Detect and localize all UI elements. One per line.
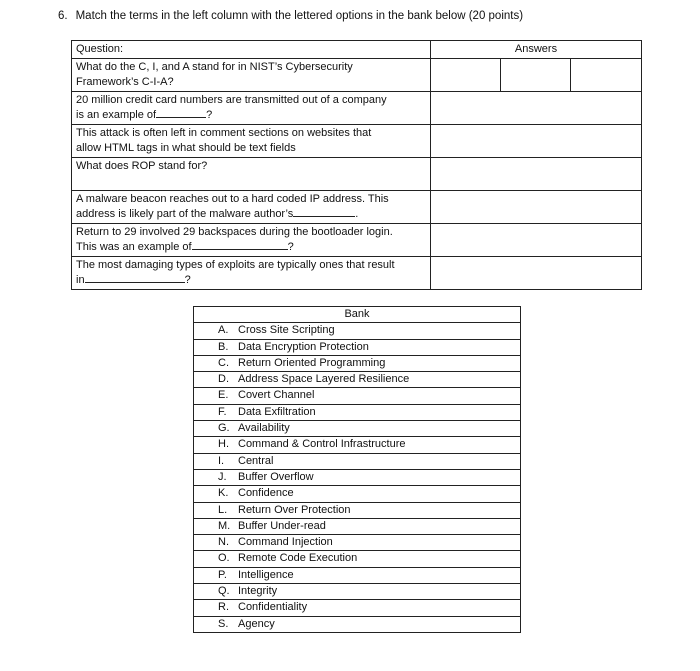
bank-item: [194, 502, 521, 518]
bank-term: Command & Control Infrastructure: [238, 438, 406, 451]
bank-item: [194, 339, 521, 355]
bank-term: Data Encryption Protection: [238, 340, 369, 353]
bank-letter: C.: [218, 356, 229, 369]
answer-cell[interactable]: [431, 125, 642, 158]
question-row: [72, 59, 642, 92]
bank-item: [194, 584, 521, 600]
question-table-header-row: [72, 41, 642, 59]
question-row: [72, 224, 642, 257]
answer-cell[interactable]: [431, 191, 642, 224]
bank-letter: A.: [218, 324, 229, 337]
bank-term: Central: [238, 454, 274, 467]
bank-item: [194, 469, 521, 485]
answer-cell[interactable]: [431, 158, 642, 191]
word-bank-table: [193, 306, 521, 633]
bank-letter: B.: [218, 340, 229, 353]
bank-term: Buffer Overflow: [238, 470, 314, 483]
bank-letter: F.: [218, 405, 227, 418]
bank-term: Data Exfiltration: [238, 405, 316, 418]
question-heading: [58, 10, 523, 22]
bank-title: Bank: [194, 307, 521, 323]
bank-letter: S.: [218, 617, 229, 630]
fill-blank: [85, 273, 185, 283]
question-text: A malware beacon reaches out to a hard coded IP address. This address is likely part of the malware author’s .: [72, 191, 431, 224]
question-row: [72, 125, 642, 158]
question-text: 20 million credit card numbers are transmitted out of a company is an example of ?: [72, 92, 431, 125]
bank-term: Remote Code Execution: [238, 552, 358, 565]
bank-letter: K.: [218, 487, 229, 500]
bank-item: [194, 404, 521, 420]
bank-item: [194, 518, 521, 534]
bank-item: [194, 323, 521, 339]
bank-term: Confidence: [238, 487, 294, 500]
question-text: What does ROP stand for?: [72, 158, 431, 191]
fill-blank: [293, 207, 355, 217]
answer-cell[interactable]: [501, 59, 571, 92]
bank-item: [194, 600, 521, 616]
bank-item: [194, 616, 521, 632]
bank-term: Integrity: [238, 585, 278, 598]
bank-letter: E.: [218, 389, 229, 402]
bank-letter: Q.: [218, 585, 230, 598]
question-text: The most damaging types of exploits are typically ones that result in ?: [72, 257, 431, 290]
bank-letter: G.: [218, 422, 230, 435]
question-instruction: Match the terms in the left column with the lettered options in the bank below (20 points): [75, 10, 524, 22]
answer-cell[interactable]: [431, 92, 642, 125]
bank-letter: N.: [218, 536, 229, 549]
bank-term: Intelligence: [238, 568, 294, 581]
bank-item: [194, 453, 521, 469]
bank-term: Return Oriented Programming: [238, 356, 386, 369]
bank-letter: R.: [218, 601, 229, 614]
answer-cell[interactable]: [431, 224, 642, 257]
bank-letter: O.: [218, 552, 230, 565]
question-text: What do the C, I, and A stand for in NIST’s Cybersecurity Framework’s C-I-A?: [72, 59, 431, 92]
bank-item: [194, 421, 521, 437]
bank-letter: P.: [218, 568, 227, 581]
question-table: [71, 40, 642, 290]
bank-letter: H.: [218, 438, 229, 451]
bank-item: [194, 551, 521, 567]
question-row: [72, 158, 642, 191]
bank-header-row: [194, 307, 521, 323]
bank-item: [194, 535, 521, 551]
bank-term: Command Injection: [238, 536, 333, 549]
bank-letter: I.: [218, 454, 225, 467]
answer-cell[interactable]: [571, 59, 642, 92]
question-row: [72, 257, 642, 290]
bank-item: [194, 372, 521, 388]
answers-header: Answers: [431, 41, 642, 59]
bank-letter: M.: [218, 519, 231, 532]
question-number: 6.: [58, 10, 68, 22]
question-row: [72, 92, 642, 125]
bank-item: [194, 567, 521, 583]
bank-item: [194, 437, 521, 453]
bank-letter: L.: [218, 503, 228, 516]
bank-item: [194, 388, 521, 404]
bank-term: Cross Site Scripting: [238, 324, 335, 337]
bank-letter: D.: [218, 373, 229, 386]
fill-blank: [192, 240, 288, 250]
bank-term: Agency: [238, 617, 275, 630]
bank-term: Return Over Protection: [238, 503, 351, 516]
question-text: This attack is often left in comment sections on websites that allow HTML tags in what should be text fields: [72, 125, 431, 158]
bank-term: Confidentiality: [238, 601, 308, 614]
question-row: [72, 191, 642, 224]
answer-cell[interactable]: [431, 59, 501, 92]
bank-item: [194, 486, 521, 502]
question-header: Question:: [72, 41, 431, 59]
fill-blank: [156, 108, 206, 118]
bank-term: Covert Channel: [238, 389, 315, 402]
bank-term: Buffer Under-read: [238, 519, 326, 532]
answer-cell[interactable]: [431, 257, 642, 290]
bank-term: Availability: [238, 422, 290, 435]
question-text: Return to 29 involved 29 backspaces during the bootloader login. This was an example of ?: [72, 224, 431, 257]
bank-term: Address Space Layered Resilience: [238, 373, 410, 386]
bank-item: [194, 355, 521, 371]
bank-letter: J.: [218, 470, 227, 483]
